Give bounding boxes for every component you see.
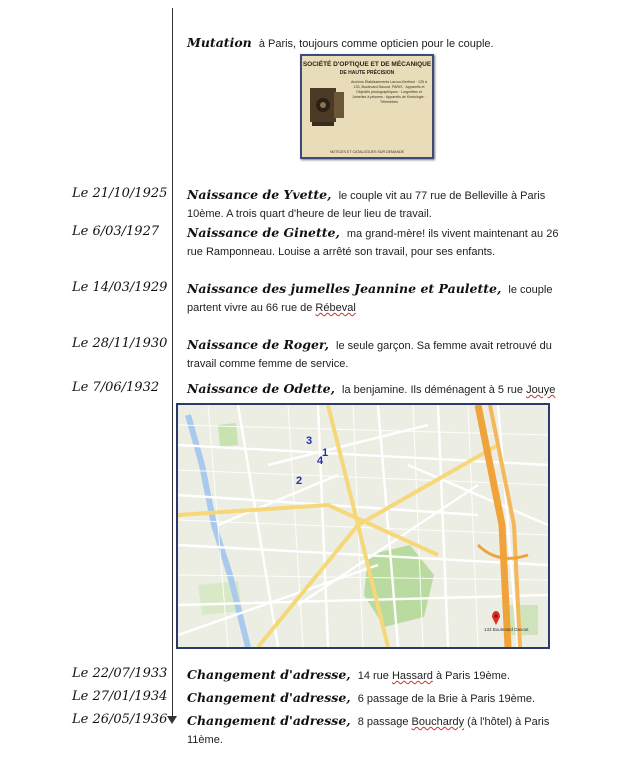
event-title: Changement d'adresse, [187,690,351,705]
event-yvette [187,186,559,223]
advert-title: SOCIÉTÉ D'OPTIQUE ET DE MÉCANIQUE [302,61,432,68]
street-name: Hassard [391,670,433,682]
street-name: Rébeval [315,302,356,314]
event-text: à Paris, toujours comme opticien pour le couple. [258,38,494,50]
map-marker-label: 3 [306,435,313,447]
event-title: Naissance des jumelles Jeannine et Paulette, [187,281,502,296]
event-roger [187,336,559,373]
event-title: Naissance de Odette, [187,381,335,396]
event-date: Le 6/03/1927 [72,224,160,239]
camera-illustration-icon [308,82,346,128]
map-pin-label: 133 Boulevard Davout [484,627,529,632]
event-twins [187,280,559,317]
event-date: Le 22/07/1933 [72,666,168,681]
advert-body: Anciens Établissements Lacour-Berthiot · 125 à 133, Boulevard Davout, PARIS · Appareils et Objectifs photographiques · Lorgnettes et Jumelles à prismes · Appareils de Kinéologie · Télémètres [351,80,427,104]
event-address-1933 [187,666,559,685]
event-address-1934 [187,689,559,708]
event-text-end: . Louise a arrêté son travail, pour ses enfants. [272,246,496,258]
event-title: Naissance de Roger, [187,337,329,352]
map-background [178,405,548,647]
timeline-line [172,8,173,720]
event-date: Le 7/06/1932 [72,380,160,395]
street-name: Bouchardy [411,716,465,728]
event-text: 6 passage de la Brie à Paris 19ème. [357,693,536,705]
event-text: le seule garçon. Sa femme avait retrouvé du travail comme femme de service. [187,340,552,370]
event-mutation [187,34,559,53]
event-text: le couple partent vivre au 66 rue de [187,284,553,314]
event-date: Le 28/11/1930 [72,336,168,351]
map-marker-label: 1 [322,447,329,459]
event-text: ma grand-mère! ils vivent maintenant au 26 rue [187,228,559,258]
event-date: Le 21/10/1925 [72,186,168,201]
event-title: Naissance de Ginette, [187,225,340,240]
event-text: 14 rue [357,670,392,682]
event-title: Naissance de Yvette, [187,187,332,202]
event-title: Changement d'adresse, [187,713,351,728]
event-text-end: (à l'hôtel) à Paris 11ème. [187,716,550,746]
optics-advertisement-image [300,54,434,159]
advert-subtitle: DE HAUTE PRÉCISION [339,70,395,76]
event-date: Le 27/01/1934 [72,689,168,704]
event-text: la benjamine. Ils déménagent à 5 rue [342,384,527,396]
map-marker-label: 4 [317,455,324,467]
map-marker-label: 2 [296,475,303,487]
event-address-1936 [187,712,587,749]
street-name: Jouye [526,384,556,396]
event-date: Le 26/05/1936 [72,712,168,727]
event-date: Le 14/03/1929 [72,280,168,295]
paris-street-map [176,403,550,649]
event-text-end: à Paris 19ème. [432,670,510,682]
advert-footer: NOTICES ET CATALOGUES SUR DEMANDE [329,150,405,154]
event-text: le couple vit au 77 rue de Belleville à Paris 10ème. A trois quart d'heure de leur lieu de travail. [187,190,546,220]
event-title: Mutation [187,35,252,50]
event-title: Changement d'adresse, [187,667,351,682]
street-name: Ramponneau [205,246,273,258]
event-ginette [187,224,559,261]
event-text: 8 passage [357,716,412,728]
